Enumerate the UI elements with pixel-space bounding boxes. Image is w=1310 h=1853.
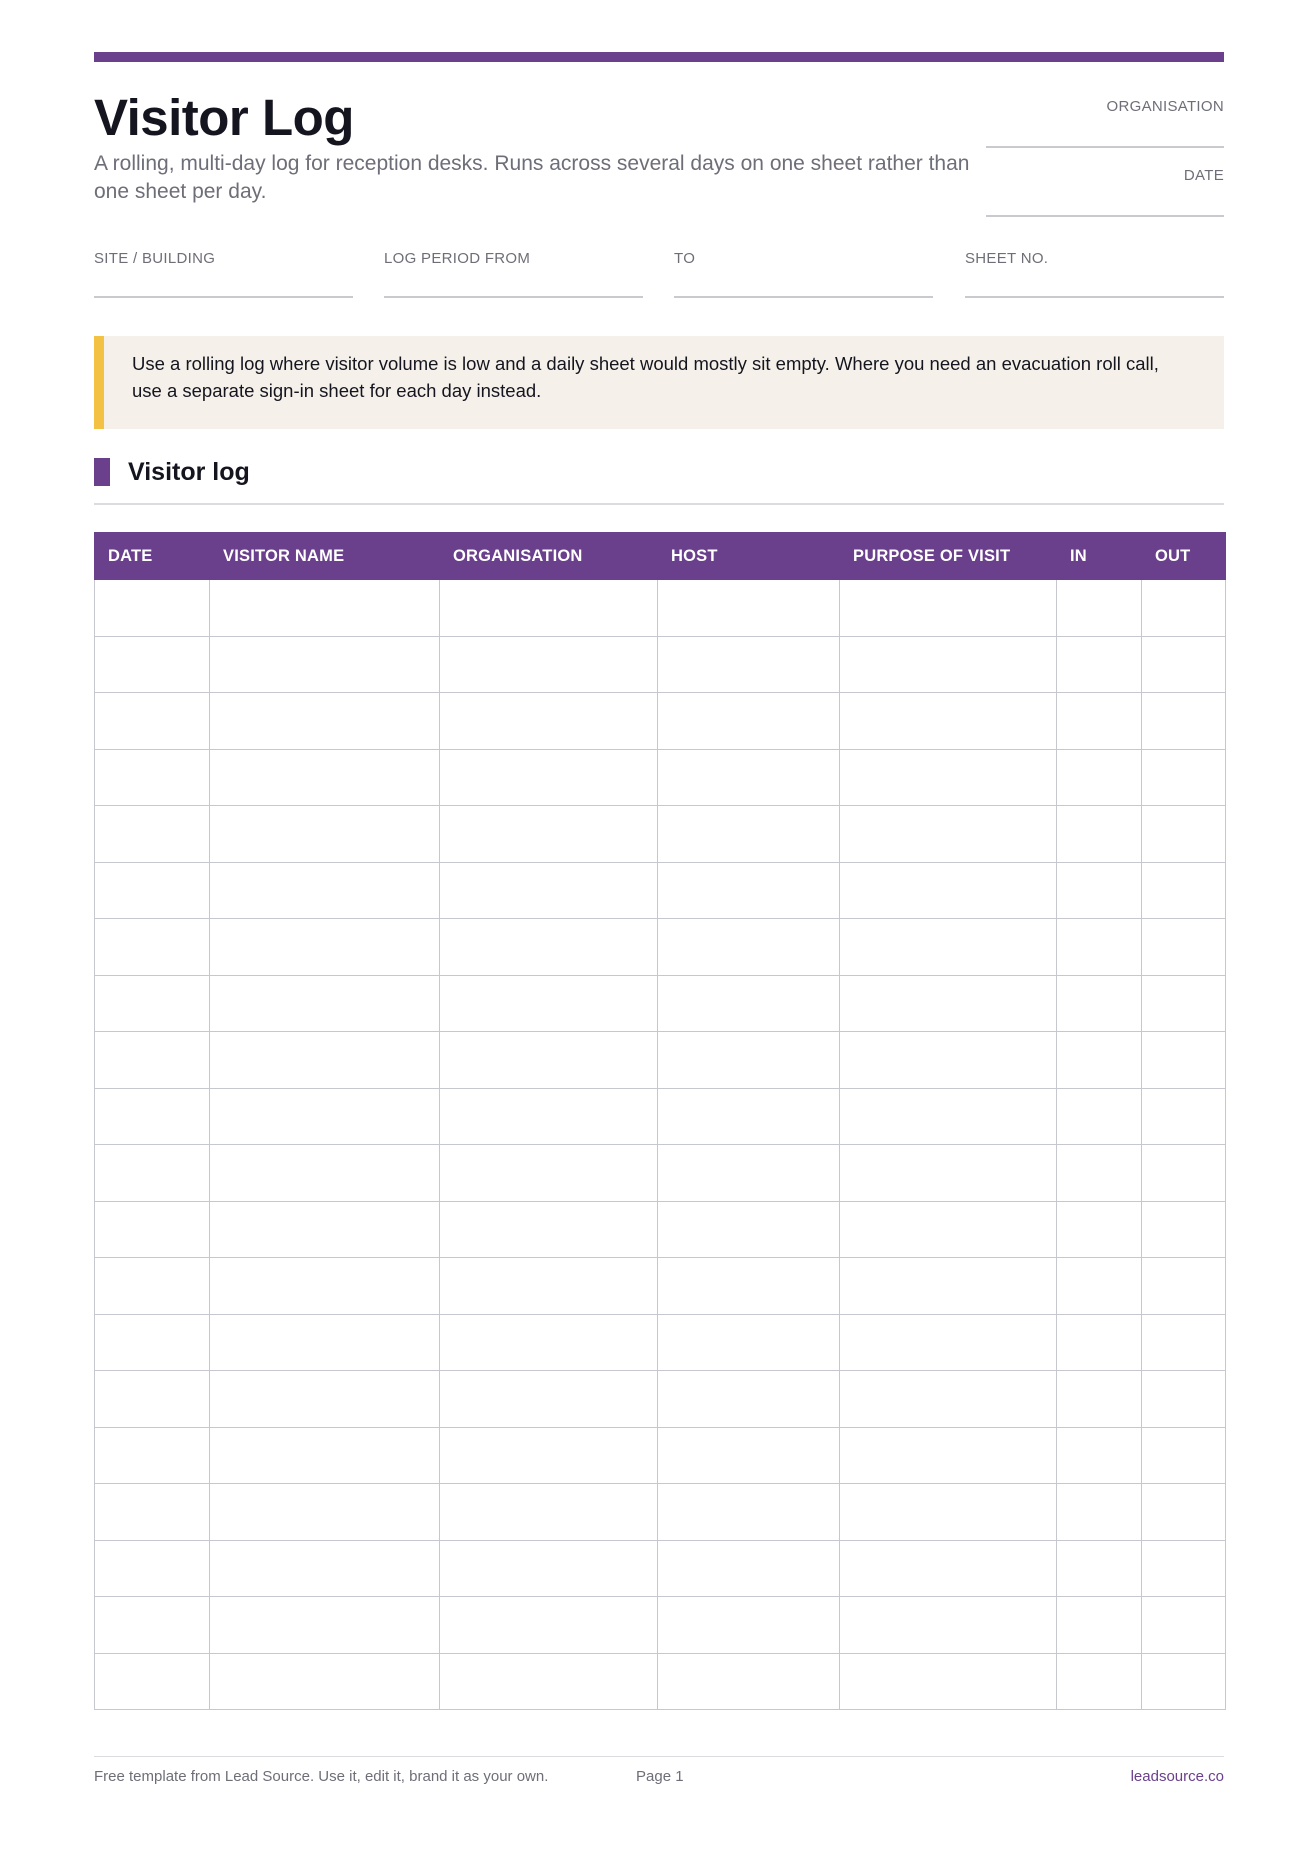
cell-host[interactable]	[658, 1484, 840, 1541]
table-row	[95, 1258, 1226, 1315]
cell-visitor-name[interactable]	[210, 580, 440, 637]
table-row	[95, 919, 1226, 976]
usage-note-text: Use a rolling log where visitor volume is low and a daily sheet would mostly sit empty. Where you need an evacuation roll call, use a separate sign-in sheet for each day instead.	[132, 353, 1159, 401]
date-field[interactable]	[986, 167, 1224, 185]
cell-host[interactable]	[658, 1371, 840, 1428]
cell-date[interactable]	[95, 749, 210, 806]
cell-date[interactable]	[95, 1540, 210, 1597]
cell-purpose[interactable]	[840, 1597, 1057, 1654]
cell-date[interactable]	[95, 1653, 210, 1710]
footer-page-number: Page 1	[636, 1768, 684, 1785]
cell-in[interactable]	[1057, 1088, 1142, 1145]
cell-out[interactable]	[1142, 919, 1226, 976]
cell-in[interactable]	[1057, 693, 1142, 750]
cell-date[interactable]	[95, 862, 210, 919]
cell-out[interactable]	[1142, 1597, 1226, 1654]
section-divider	[94, 503, 1224, 505]
cell-visitor-name[interactable]	[210, 636, 440, 693]
cell-visitor-name[interactable]	[210, 1088, 440, 1145]
cell-visitor-name[interactable]	[210, 1653, 440, 1710]
table-row	[95, 806, 1226, 863]
table-row	[95, 1371, 1226, 1428]
column-header-host: HOST	[658, 533, 840, 580]
top-accent-bar	[94, 52, 1224, 62]
log-period-from-field[interactable]	[384, 296, 643, 298]
cell-in[interactable]	[1057, 1653, 1142, 1710]
section-title: Visitor log	[128, 458, 250, 486]
column-header-visitor-name: VISITOR NAME	[210, 533, 440, 580]
cell-visitor-name[interactable]	[210, 1540, 440, 1597]
organisation-line	[986, 146, 1224, 148]
sheet-no-field[interactable]	[965, 296, 1224, 298]
cell-date[interactable]	[95, 693, 210, 750]
cell-visitor-name[interactable]	[210, 693, 440, 750]
cell-organisation[interactable]	[440, 1088, 658, 1145]
cell-in[interactable]	[1057, 1484, 1142, 1541]
cell-host[interactable]	[658, 1314, 840, 1371]
cell-host[interactable]	[658, 1427, 840, 1484]
table-row	[95, 580, 1226, 637]
cell-out[interactable]	[1142, 1145, 1226, 1202]
cell-host[interactable]	[658, 1032, 840, 1089]
cell-organisation[interactable]	[440, 862, 658, 919]
cell-in[interactable]	[1057, 806, 1142, 863]
cell-organisation[interactable]	[440, 1145, 658, 1202]
table-row	[95, 1201, 1226, 1258]
section-marker	[94, 458, 110, 486]
cell-out[interactable]	[1142, 1201, 1226, 1258]
usage-note	[94, 336, 1224, 429]
cell-visitor-name[interactable]	[210, 862, 440, 919]
cell-date[interactable]	[95, 919, 210, 976]
cell-purpose[interactable]	[840, 1032, 1057, 1089]
cell-host[interactable]	[658, 1653, 840, 1710]
cell-organisation[interactable]	[440, 636, 658, 693]
cell-purpose[interactable]	[840, 1145, 1057, 1202]
cell-host[interactable]	[658, 862, 840, 919]
cell-date[interactable]	[95, 1314, 210, 1371]
site-building-label: SITE / BUILDING	[94, 250, 216, 267]
table-row	[95, 1145, 1226, 1202]
cell-host[interactable]	[658, 1597, 840, 1654]
cell-purpose[interactable]	[840, 1088, 1057, 1145]
table-header-row	[95, 533, 1226, 580]
cell-organisation[interactable]	[440, 1653, 658, 1710]
log-period-from-label: LOG PERIOD FROM	[384, 250, 531, 267]
cell-purpose[interactable]	[840, 919, 1057, 976]
cell-out[interactable]	[1142, 1088, 1226, 1145]
cell-out[interactable]	[1142, 749, 1226, 806]
cell-out[interactable]	[1142, 1258, 1226, 1315]
column-header-organisation: ORGANISATION	[440, 533, 658, 580]
cell-host[interactable]	[658, 806, 840, 863]
cell-in[interactable]	[1057, 975, 1142, 1032]
cell-out[interactable]	[1142, 580, 1226, 637]
cell-organisation[interactable]	[440, 1371, 658, 1428]
cell-purpose[interactable]	[840, 975, 1057, 1032]
cell-organisation[interactable]	[440, 1032, 658, 1089]
cell-out[interactable]	[1142, 806, 1226, 863]
cell-purpose[interactable]	[840, 636, 1057, 693]
cell-visitor-name[interactable]	[210, 1145, 440, 1202]
cell-purpose[interactable]	[840, 1540, 1057, 1597]
table-row	[95, 975, 1226, 1032]
cell-date[interactable]	[95, 1427, 210, 1484]
cell-in[interactable]	[1057, 1201, 1142, 1258]
site-building-field[interactable]	[94, 296, 353, 298]
cell-out[interactable]	[1142, 1540, 1226, 1597]
cell-out[interactable]	[1142, 1653, 1226, 1710]
cell-out[interactable]	[1142, 1484, 1226, 1541]
cell-date[interactable]	[95, 636, 210, 693]
cell-purpose[interactable]	[840, 693, 1057, 750]
cell-in[interactable]	[1057, 1540, 1142, 1597]
column-header-purpose: PURPOSE OF VISIT	[840, 533, 1057, 580]
footer-link[interactable]: leadsource.co	[1130, 1768, 1224, 1785]
cell-host[interactable]	[658, 749, 840, 806]
cell-host[interactable]	[658, 1201, 840, 1258]
cell-purpose[interactable]	[840, 1371, 1057, 1428]
table-row	[95, 1484, 1226, 1541]
cell-in[interactable]	[1057, 1145, 1142, 1202]
cell-visitor-name[interactable]	[210, 1201, 440, 1258]
cell-purpose[interactable]	[840, 580, 1057, 637]
cell-organisation[interactable]	[440, 1258, 658, 1315]
cell-organisation[interactable]	[440, 580, 658, 637]
column-header-date: DATE	[95, 533, 210, 580]
cell-purpose[interactable]	[840, 1314, 1057, 1371]
cell-visitor-name[interactable]	[210, 1484, 440, 1541]
table-row	[95, 693, 1226, 750]
cell-purpose[interactable]	[840, 1201, 1057, 1258]
table-row	[95, 1088, 1226, 1145]
cell-organisation[interactable]	[440, 1201, 658, 1258]
column-header-in: IN	[1057, 533, 1142, 580]
table-body	[95, 580, 1226, 1710]
cell-date[interactable]	[95, 1032, 210, 1089]
cell-organisation[interactable]	[440, 1427, 658, 1484]
cell-purpose[interactable]	[840, 806, 1057, 863]
cell-visitor-name[interactable]	[210, 1371, 440, 1428]
table-row	[95, 1032, 1226, 1089]
cell-visitor-name[interactable]	[210, 1314, 440, 1371]
cell-host[interactable]	[658, 636, 840, 693]
log-period-to-field[interactable]	[674, 296, 933, 298]
cell-in[interactable]	[1057, 636, 1142, 693]
cell-organisation[interactable]	[440, 1540, 658, 1597]
table-row	[95, 636, 1226, 693]
table-row	[95, 1653, 1226, 1710]
cell-purpose[interactable]	[840, 1484, 1057, 1541]
cell-purpose[interactable]	[840, 1258, 1057, 1315]
cell-host[interactable]	[658, 975, 840, 1032]
table-row	[95, 1314, 1226, 1371]
cell-date[interactable]	[95, 1484, 210, 1541]
cell-organisation[interactable]	[440, 693, 658, 750]
cell-in[interactable]	[1057, 1258, 1142, 1315]
cell-visitor-name[interactable]	[210, 749, 440, 806]
cell-in[interactable]	[1057, 1371, 1142, 1428]
cell-out[interactable]	[1142, 1427, 1226, 1484]
visitor-log-table	[94, 532, 1226, 1710]
cell-organisation[interactable]	[440, 1597, 658, 1654]
cell-out[interactable]	[1142, 975, 1226, 1032]
cell-host[interactable]	[658, 580, 840, 637]
organisation-label: ORGANISATION	[1106, 98, 1224, 115]
organisation-field[interactable]	[986, 98, 1224, 116]
cell-in[interactable]	[1057, 862, 1142, 919]
cell-host[interactable]	[658, 693, 840, 750]
cell-date[interactable]	[95, 1145, 210, 1202]
cell-in[interactable]	[1057, 580, 1142, 637]
cell-date[interactable]	[95, 975, 210, 1032]
cell-date[interactable]	[95, 1201, 210, 1258]
cell-purpose[interactable]	[840, 1427, 1057, 1484]
cell-visitor-name[interactable]	[210, 1032, 440, 1089]
cell-organisation[interactable]	[440, 749, 658, 806]
table-row	[95, 1597, 1226, 1654]
cell-purpose[interactable]	[840, 1653, 1057, 1710]
column-header-out: OUT	[1142, 533, 1226, 580]
cell-host[interactable]	[658, 1540, 840, 1597]
cell-visitor-name[interactable]	[210, 975, 440, 1032]
cell-in[interactable]	[1057, 749, 1142, 806]
footer-divider	[94, 1756, 1224, 1757]
cell-date[interactable]	[95, 1597, 210, 1654]
cell-purpose[interactable]	[840, 862, 1057, 919]
cell-visitor-name[interactable]	[210, 919, 440, 976]
cell-organisation[interactable]	[440, 1484, 658, 1541]
cell-out[interactable]	[1142, 636, 1226, 693]
cell-date[interactable]	[95, 1088, 210, 1145]
date-label: DATE	[1183, 167, 1224, 184]
cell-in[interactable]	[1057, 919, 1142, 976]
cell-host[interactable]	[658, 1088, 840, 1145]
cell-date[interactable]	[95, 1258, 210, 1315]
cell-in[interactable]	[1057, 1032, 1142, 1089]
cell-organisation[interactable]	[440, 806, 658, 863]
cell-host[interactable]	[658, 1258, 840, 1315]
cell-out[interactable]	[1142, 862, 1226, 919]
cell-organisation[interactable]	[440, 1314, 658, 1371]
table-row	[95, 862, 1226, 919]
cell-host[interactable]	[658, 1145, 840, 1202]
page-title: Visitor Log	[94, 89, 354, 146]
cell-in[interactable]	[1057, 1597, 1142, 1654]
log-period-to-label: TO	[674, 250, 696, 267]
table-row	[95, 1427, 1226, 1484]
footer-credit: Free template from Lead Source. Use it, edit it, brand it as your own.	[94, 1768, 549, 1785]
cell-out[interactable]	[1142, 1032, 1226, 1089]
cell-date[interactable]	[95, 580, 210, 637]
cell-organisation[interactable]	[440, 975, 658, 1032]
date-line	[986, 215, 1224, 217]
cell-host[interactable]	[658, 919, 840, 976]
cell-visitor-name[interactable]	[210, 806, 440, 863]
table-row	[95, 749, 1226, 806]
cell-date[interactable]	[95, 1371, 210, 1428]
table-row	[95, 1540, 1226, 1597]
cell-out[interactable]	[1142, 693, 1226, 750]
cell-purpose[interactable]	[840, 749, 1057, 806]
page-subtitle: A rolling, multi-day log for reception desks. Runs across several days on one sheet rather than one sheet per day.	[94, 152, 970, 203]
cell-in[interactable]	[1057, 1427, 1142, 1484]
cell-visitor-name[interactable]	[210, 1427, 440, 1484]
cell-out[interactable]	[1142, 1314, 1226, 1371]
cell-organisation[interactable]	[440, 919, 658, 976]
sheet-no-label: SHEET NO.	[965, 250, 1049, 267]
cell-visitor-name[interactable]	[210, 1597, 440, 1654]
cell-visitor-name[interactable]	[210, 1258, 440, 1315]
cell-out[interactable]	[1142, 1371, 1226, 1428]
cell-date[interactable]	[95, 806, 210, 863]
cell-in[interactable]	[1057, 1314, 1142, 1371]
